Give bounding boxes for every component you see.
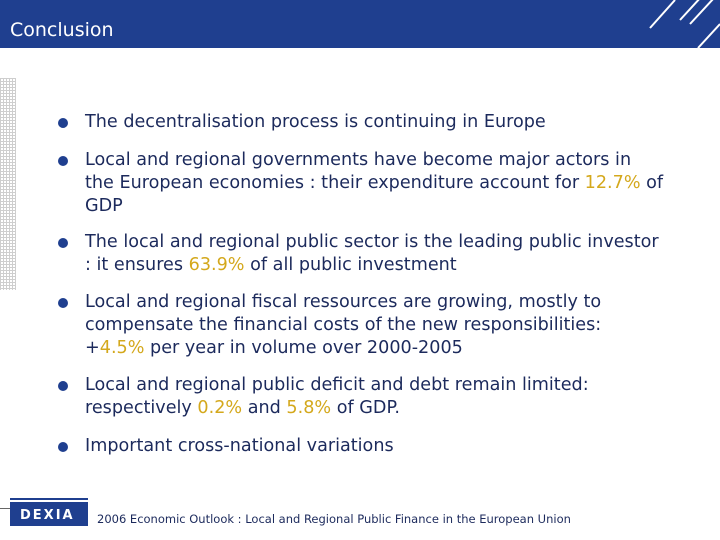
highlight-value: 12.7% xyxy=(584,173,641,193)
bullet-text: The decentralisation process is continuing in Europe xyxy=(85,112,546,132)
footer-rule xyxy=(0,508,10,509)
bullet-dot-icon xyxy=(58,238,68,248)
bullet-text: Local and regional fiscal ressources are growing, mostly to compensate the financial costs of the new responsibilities: +4.5% per year in volume over 2000-2005 xyxy=(85,292,602,358)
logo-text: DEXIA xyxy=(20,508,75,523)
highlight-value: 4.5% xyxy=(99,338,145,358)
highlight-value: 5.8% xyxy=(286,398,332,418)
left-dotted-strip xyxy=(0,78,16,290)
highlight-value: 63.9% xyxy=(188,255,245,275)
dexia-logo xyxy=(10,498,88,534)
header-bar xyxy=(0,0,720,48)
bullet-dot-icon xyxy=(58,298,68,308)
footer-caption: 2006 Economic Outlook : Local and Regional Public Finance in the European Union xyxy=(97,512,571,526)
bullet-dot-icon xyxy=(58,118,68,128)
page-title: Conclusion xyxy=(10,19,114,41)
header-stripes-decoration xyxy=(580,0,720,48)
bullet-text: The local and regional public sector is the leading public investor : it ensures 63.9% of all public investment xyxy=(85,232,659,275)
bullet-dot-icon xyxy=(58,442,68,452)
logo-background xyxy=(10,502,88,526)
bullet-dot-icon xyxy=(58,381,68,391)
bullet-text: Important cross-national variations xyxy=(85,436,394,456)
highlight-value: 0.2% xyxy=(197,398,243,418)
bullet-text: Local and regional public deficit and debt remain limited: respectively 0.2% and 5.8% of GDP. xyxy=(85,375,589,418)
bullet-text: Local and regional governments have become major actors in the European economies : their expenditure account for 12.7% of GDP xyxy=(85,150,664,216)
bullet-dot-icon xyxy=(58,156,68,166)
